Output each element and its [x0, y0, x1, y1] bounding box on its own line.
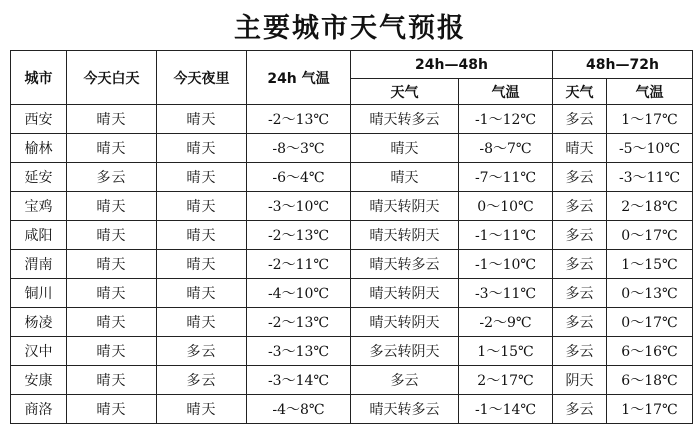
cell-temp-72h: 0～13℃: [607, 279, 693, 308]
table-row: [11, 250, 693, 279]
cell-weather-48h: 晴天转阴天: [351, 308, 459, 337]
cell-today-day: 晴天: [67, 221, 157, 250]
cell-temp-48h: -1～11℃: [459, 221, 553, 250]
cell-temp-72h: -3～11℃: [607, 163, 693, 192]
forecast-table: [10, 50, 693, 424]
cell-temp-72h: -5～10℃: [607, 134, 693, 163]
cell-today-night: 晴天: [157, 395, 247, 424]
cell-temp-48h: 0～10℃: [459, 192, 553, 221]
cell-temp-72h: 6～18℃: [607, 366, 693, 395]
cell-weather-72h: 多云: [553, 250, 607, 279]
cell-temp-24h: -3～13℃: [247, 337, 351, 366]
cell-weather-72h: 多云: [553, 192, 607, 221]
cell-temp-24h: -8～3℃: [247, 134, 351, 163]
cell-city: 铜川: [11, 279, 67, 308]
forecast-rows: [11, 105, 693, 424]
cell-today-day: 晴天: [67, 250, 157, 279]
table-row: [11, 279, 693, 308]
cell-weather-48h: 晴天转阴天: [351, 192, 459, 221]
cell-city: 榆林: [11, 134, 67, 163]
cell-weather-72h: 多云: [553, 308, 607, 337]
cell-weather-48h: 晴天转多云: [351, 105, 459, 134]
cell-temp-24h: -2～13℃: [247, 105, 351, 134]
cell-city: 安康: [11, 366, 67, 395]
table-row: [11, 163, 693, 192]
cell-temp-72h: 1～17℃: [607, 105, 693, 134]
cell-temp-72h: 0～17℃: [607, 221, 693, 250]
cell-today-day: 晴天: [67, 337, 157, 366]
cell-weather-72h: 多云: [553, 395, 607, 424]
cell-temp-72h: 6～16℃: [607, 337, 693, 366]
cell-city: 延安: [11, 163, 67, 192]
cell-temp-72h: 0～17℃: [607, 308, 693, 337]
header-weather-72h: 天气: [553, 79, 607, 105]
cell-today-day: 晴天: [67, 192, 157, 221]
cell-weather-72h: 阴天: [553, 366, 607, 395]
cell-temp-48h: -1～14℃: [459, 395, 553, 424]
cell-weather-48h: 多云转阴天: [351, 337, 459, 366]
cell-today-night: 晴天: [157, 105, 247, 134]
cell-today-night: 晴天: [157, 134, 247, 163]
cell-city: 渭南: [11, 250, 67, 279]
table-row: [11, 308, 693, 337]
cell-today-night: 晴天: [157, 308, 247, 337]
cell-city: 咸阳: [11, 221, 67, 250]
cell-today-day: 晴天: [67, 366, 157, 395]
cell-today-night: 晴天: [157, 250, 247, 279]
header-period-72h: 48h—72h: [553, 51, 693, 79]
cell-temp-24h: -2～11℃: [247, 250, 351, 279]
table-row: [11, 192, 693, 221]
cell-city: 宝鸡: [11, 192, 67, 221]
page-title: 主要城市天气预报: [234, 13, 466, 44]
cell-temp-48h: -3～11℃: [459, 279, 553, 308]
table-row: [11, 105, 693, 134]
cell-today-day: 晴天: [67, 134, 157, 163]
cell-weather-72h: 多云: [553, 279, 607, 308]
cell-today-night: 晴天: [157, 221, 247, 250]
cell-weather-72h: 晴天: [553, 134, 607, 163]
header-temp-72h: 气温: [607, 79, 693, 105]
cell-weather-72h: 多云: [553, 163, 607, 192]
cell-temp-48h: 2～17℃: [459, 366, 553, 395]
cell-temp-24h: -2～13℃: [247, 221, 351, 250]
cell-weather-48h: 晴天: [351, 134, 459, 163]
cell-today-day: 晴天: [67, 308, 157, 337]
cell-city: 汉中: [11, 337, 67, 366]
cell-today-night: 多云: [157, 337, 247, 366]
cell-weather-72h: 多云: [553, 105, 607, 134]
header-weather-48h: 天气: [351, 79, 459, 105]
cell-temp-24h: -4～8℃: [247, 395, 351, 424]
header-today-night: 今天夜里: [157, 51, 247, 105]
table-row: [11, 395, 693, 424]
table-row: [11, 221, 693, 250]
header-temp-24h: 24h 气温: [247, 51, 351, 105]
header-temp-48h: 气温: [459, 79, 553, 105]
cell-temp-48h: -7～11℃: [459, 163, 553, 192]
cell-weather-48h: 晴天转阴天: [351, 221, 459, 250]
cell-weather-72h: 多云: [553, 337, 607, 366]
cell-temp-72h: 1～17℃: [607, 395, 693, 424]
table-row: [11, 366, 693, 395]
cell-temp-48h: 1～15℃: [459, 337, 553, 366]
table-row: [11, 337, 693, 366]
cell-temp-24h: -3～14℃: [247, 366, 351, 395]
cell-temp-24h: -6～4℃: [247, 163, 351, 192]
cell-temp-48h: -2～9℃: [459, 308, 553, 337]
cell-today-night: 晴天: [157, 192, 247, 221]
cell-city: 杨凌: [11, 308, 67, 337]
cell-today-night: 晴天: [157, 163, 247, 192]
header-city: 城市: [11, 51, 67, 105]
cell-today-day: 晴天: [67, 279, 157, 308]
cell-temp-72h: 1～15℃: [607, 250, 693, 279]
cell-today-day: 晴天: [67, 105, 157, 134]
cell-temp-48h: -8～7℃: [459, 134, 553, 163]
cell-temp-48h: -1～12℃: [459, 105, 553, 134]
table-row: [11, 134, 693, 163]
header-today-day: 今天白天: [67, 51, 157, 105]
cell-today-night: 晴天: [157, 279, 247, 308]
cell-weather-72h: 多云: [553, 221, 607, 250]
cell-weather-48h: 晴天转阴天: [351, 279, 459, 308]
cell-temp-48h: -1～10℃: [459, 250, 553, 279]
cell-city: 西安: [11, 105, 67, 134]
cell-temp-24h: -2～13℃: [247, 308, 351, 337]
cell-weather-48h: 晴天转多云: [351, 395, 459, 424]
cell-temp-24h: -3～10℃: [247, 192, 351, 221]
cell-weather-48h: 多云: [351, 366, 459, 395]
cell-weather-48h: 晴天: [351, 163, 459, 192]
cell-weather-48h: 晴天转多云: [351, 250, 459, 279]
cell-today-day: 晴天: [67, 395, 157, 424]
cell-today-night: 多云: [157, 366, 247, 395]
cell-city: 商洛: [11, 395, 67, 424]
cell-today-day: 多云: [67, 163, 157, 192]
header-period-48h: 24h—48h: [351, 51, 553, 79]
cell-temp-24h: -4～10℃: [247, 279, 351, 308]
cell-temp-72h: 2～18℃: [607, 192, 693, 221]
